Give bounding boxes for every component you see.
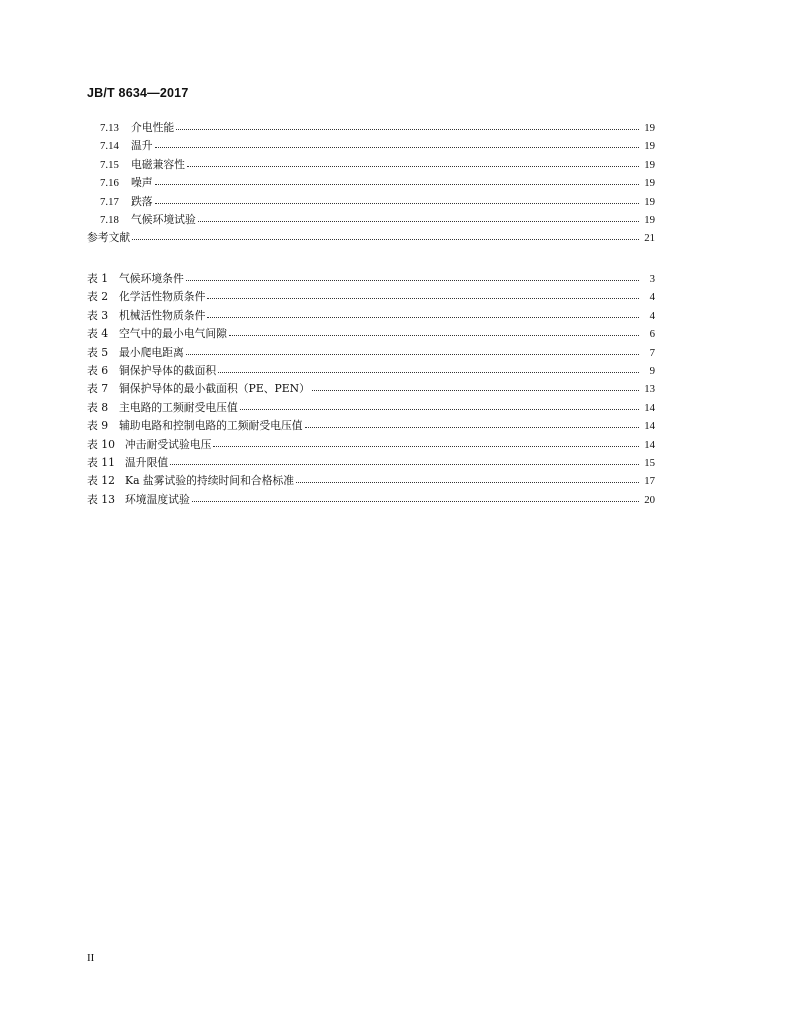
toc-table-entry[interactable]: 表 2 化学活性物质条件 4 — [87, 288, 655, 306]
toc-entry-title: 噪声 — [131, 176, 153, 190]
toc-table-entry[interactable]: 表 4 空气中的最小电气间隙 6 — [87, 325, 655, 343]
toc-table-title: 铜保护导体的最小截面积（PE、PEN） — [119, 382, 310, 396]
toc-table-entry[interactable]: 表 7 铜保护导体的最小截面积（PE、PEN） 13 — [87, 380, 655, 398]
toc-entry-page: 19 — [644, 122, 655, 134]
toc-entry-page: 19 — [644, 213, 655, 226]
toc-entry-number: 7.13 — [100, 122, 119, 134]
toc-leader-dots — [305, 417, 639, 428]
toc-entry[interactable] — [87, 137, 655, 155]
toc-entry[interactable] — [87, 211, 655, 229]
toc-table-entry[interactable]: 表 12 Ka 盐雾试验的持续时间和合格标准 17 — [87, 472, 655, 490]
toc-table-title: 空气中的最小电气间隙 — [119, 327, 227, 341]
toc-entry-number: 7.18 — [100, 213, 119, 226]
toc-leader-dots — [192, 491, 639, 502]
toc-leader-dots — [229, 325, 639, 336]
toc-table-entry[interactable]: 表 5 最小爬电距离 7 — [87, 344, 655, 362]
toc-leader-dots — [170, 454, 639, 465]
toc-leader-dots — [213, 436, 639, 447]
toc-leader-dots — [198, 211, 639, 222]
toc-leader-dots — [132, 229, 639, 240]
toc-entry-title: 参考文献 — [87, 231, 131, 245]
toc-table-title: 辅助电路和控制电路的工频耐受电压值 — [119, 419, 303, 433]
toc-entry-title: 介电性能 — [131, 121, 175, 134]
toc-table-entry[interactable]: 表 11 温升限值 15 — [87, 454, 655, 472]
toc-table-page: 14 — [644, 401, 655, 414]
toc-leader-dots — [176, 119, 639, 130]
toc-table-page: 9 — [649, 364, 655, 377]
toc-entry-title: 电磁兼容性 — [131, 157, 185, 171]
toc-table-page: 6 — [649, 328, 655, 341]
toc-table-entry[interactable]: 表 13 环境温度试验 20 — [87, 491, 655, 509]
toc-entry[interactable] — [87, 193, 655, 211]
toc-table-title: 主电路的工频耐受电压值 — [119, 400, 238, 414]
toc-leader-dots — [187, 156, 639, 167]
toc-entry-references[interactable] — [87, 229, 655, 247]
toc-leader-dots — [240, 399, 639, 410]
toc-table-entry[interactable]: 表 6 铜保护导体的截面积 9 — [87, 362, 655, 380]
toc-table-title: 铜保护导体的截面积 — [119, 363, 217, 377]
toc-entry[interactable] — [87, 119, 655, 137]
toc-table-title: 环境温度试验 — [125, 492, 190, 506]
toc-leader-dots — [296, 472, 639, 483]
toc-entry-title: 气候环境试验 — [131, 212, 196, 226]
toc-entry-page: 19 — [644, 158, 655, 171]
toc-entry-number: 7.17 — [100, 195, 119, 208]
toc-table-title: 气候环境条件 — [119, 272, 184, 285]
toc-entry-title: 温升 — [131, 139, 153, 153]
toc-table-title: 温升限值 — [125, 455, 169, 469]
toc-table-title: 最小爬电距离 — [119, 345, 184, 359]
toc-entry-number: 7.14 — [100, 140, 119, 153]
toc-table-page: 17 — [644, 475, 655, 488]
toc-table-title: 机械活性物质条件 — [119, 308, 206, 322]
toc-entry-page: 19 — [644, 177, 655, 190]
toc-entry[interactable] — [87, 174, 655, 192]
toc-leader-dots — [186, 344, 639, 355]
toc-table-page: 15 — [644, 456, 655, 469]
toc-leader-dots — [218, 362, 639, 373]
toc-table-page: 13 — [644, 383, 655, 396]
toc-entry-page: 19 — [644, 195, 655, 208]
toc-entry-page: 21 — [644, 232, 655, 245]
toc-tables — [87, 270, 655, 509]
toc-table-entry[interactable]: 表 10 冲击耐受试验电压 14 — [87, 436, 655, 454]
toc-leader-dots — [155, 137, 639, 148]
toc-entry-page: 19 — [644, 140, 655, 153]
toc-leader-dots — [312, 380, 639, 391]
toc-table-entry[interactable]: 表 3 机械活性物质条件 4 — [87, 307, 655, 325]
toc-entry-number: 7.15 — [100, 158, 119, 171]
toc-table-entry[interactable]: 表 8 主电路的工频耐受电压值 14 — [87, 399, 655, 417]
page-number-footer: II — [87, 952, 95, 964]
toc-table-page: 4 — [649, 309, 655, 322]
toc-table-title: 冲击耐受试验电压 — [125, 437, 212, 451]
toc-table-title: 化学活性物质条件 — [119, 290, 206, 304]
toc-table-entry[interactable]: 表 9 辅助电路和控制电路的工频耐受电压值 14 — [87, 417, 655, 435]
toc-table-page: 20 — [644, 493, 655, 506]
toc-entry[interactable] — [87, 156, 655, 174]
document-code-header: JB/T 8634—2017 — [87, 86, 189, 100]
toc-entry-title: 跌落 — [131, 194, 153, 208]
toc-leader-dots — [155, 174, 639, 185]
toc-leader-dots — [207, 288, 639, 299]
toc-leader-dots — [207, 307, 639, 318]
toc-entry-number: 7.16 — [100, 177, 119, 190]
toc-table-page: 7 — [649, 346, 655, 359]
toc-table-page: 14 — [644, 420, 655, 433]
toc-table-page: 3 — [649, 273, 655, 285]
toc-sections — [87, 119, 655, 248]
toc-table-page: 4 — [649, 291, 655, 304]
toc-table-page: 14 — [644, 438, 655, 451]
toc-table-title: Ka 盐雾试验的持续时间和合格标准 — [125, 474, 295, 488]
toc-leader-dots — [186, 270, 639, 281]
toc-leader-dots — [155, 193, 639, 204]
toc-table-entry[interactable]: 表 1 气候环境条件 3 — [87, 270, 655, 288]
